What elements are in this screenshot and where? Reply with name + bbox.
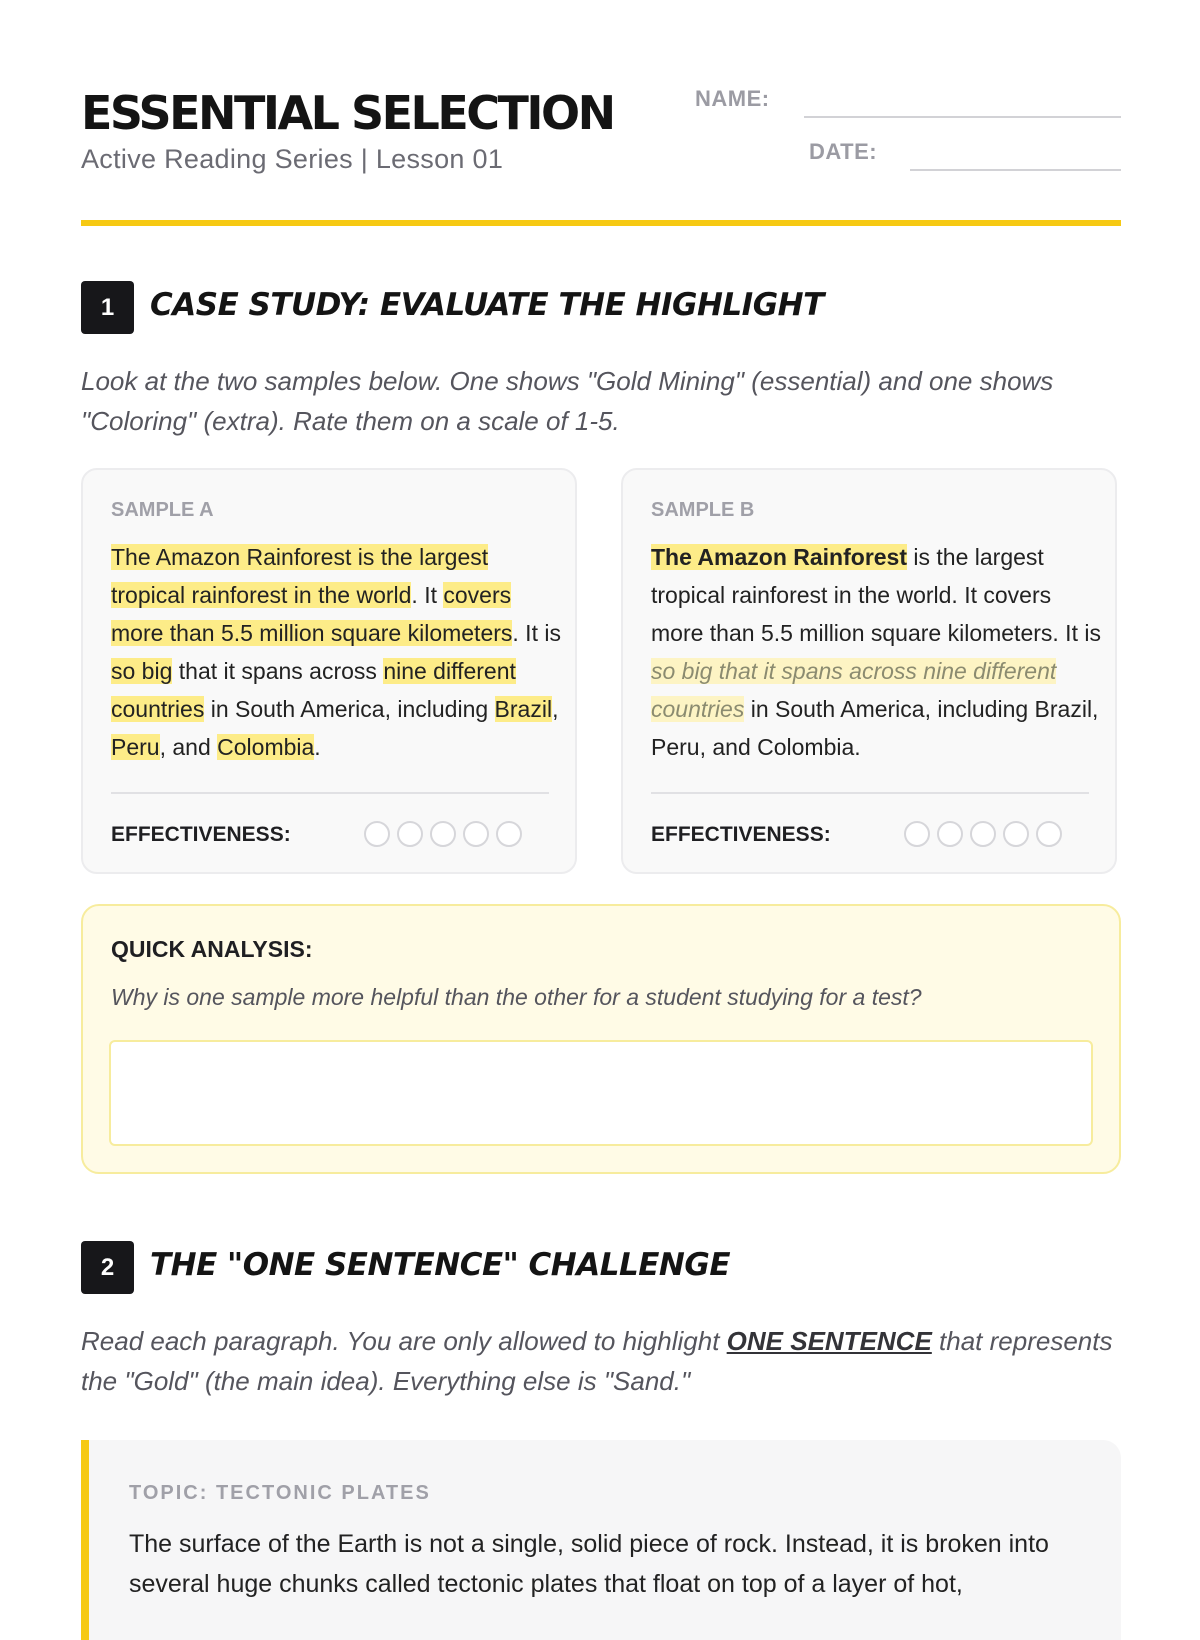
sample-b-effectiveness-label: EFFECTIVENESS: — [651, 823, 831, 846]
header-divider — [81, 220, 1121, 226]
rating-circle-3[interactable] — [430, 821, 456, 847]
rating-circle-1[interactable] — [364, 821, 390, 847]
rating-circle-4[interactable] — [463, 821, 489, 847]
rating-circle-5[interactable] — [496, 821, 522, 847]
card-divider — [111, 792, 549, 794]
text-run: that it spans across — [172, 658, 384, 684]
text-run: is the largest tropical rainforest in the world. It covers more than 5.5 million square kilometers. It is — [651, 544, 1101, 646]
highlight: Colombia — [217, 734, 315, 760]
sample-b-text — [651, 538, 1101, 766]
section-1-header — [81, 281, 1121, 335]
section-1-number: 1 — [81, 281, 134, 334]
section-2-number: 2 — [81, 1241, 134, 1294]
rating-circle-2[interactable] — [397, 821, 423, 847]
text-run: , and — [159, 734, 218, 760]
quick-analysis-box — [81, 904, 1121, 1174]
sample-a-text — [111, 538, 561, 766]
text-run: in South America, including — [204, 696, 495, 722]
text-run: that represents the "Gold" (the main idea). Everything else is "Sand." — [81, 1326, 1113, 1396]
section-2-header — [81, 1241, 1121, 1295]
highlight-faded: so big that it spans across nine different countries — [651, 658, 1057, 722]
highlight: Peru — [111, 734, 160, 760]
text-run: . It — [411, 582, 444, 608]
text-run: . — [314, 734, 321, 760]
section-1-instructions: Look at the two samples below. One shows "Gold Mining" (essential) and one shows "Coloring" (extra). Rate them on a scale of 1-5. — [81, 366, 1054, 436]
rating-circle-3[interactable] — [970, 821, 996, 847]
date-field[interactable] — [910, 169, 1121, 171]
card-divider — [651, 792, 1089, 794]
rating-circle-1[interactable] — [904, 821, 930, 847]
topic-paragraph[interactable]: The surface of the Earth is not a single, solid piece of rock. Instead, it is broken into several huge chunks called tectonic plates that float on top of a layer of hot, — [129, 1530, 1049, 1598]
sample-a-effectiveness-label: EFFECTIVENESS: — [111, 823, 291, 846]
highlight: covers more than 5.5 million square kilometers — [111, 582, 513, 646]
quick-analysis-answer-field[interactable] — [109, 1040, 1093, 1146]
worksheet-subtitle: Active Reading Series | Lesson 01 — [81, 144, 504, 174]
rating-circle-5[interactable] — [1036, 821, 1062, 847]
emphasis: ONE SENTENCE — [726, 1326, 932, 1356]
text-run: Read each paragraph. You are only allowed to highlight — [81, 1326, 727, 1356]
highlight: nine different countries — [111, 658, 516, 722]
date-label: DATE: — [809, 139, 878, 164]
sample-b-label: SAMPLE B — [651, 499, 755, 521]
section-1-title: CASE STUDY: EVALUATE THE HIGHLIGHT — [150, 287, 824, 323]
quick-analysis-label: QUICK ANALYSIS: — [111, 936, 313, 962]
sample-b-rating — [904, 821, 1062, 849]
text-run: , — [552, 696, 559, 722]
text-run: in South America, including Brazil, Peru, and Colombia. — [651, 696, 1099, 760]
sample-a-card — [81, 468, 577, 874]
name-label: NAME: — [695, 86, 770, 111]
quick-analysis-question: Why is one sample more helpful than the other for a student studying for a test? — [111, 984, 922, 1010]
highlight: so big — [111, 658, 173, 684]
highlight: The Amazon Rainforest — [651, 544, 908, 570]
name-field[interactable] — [804, 116, 1121, 118]
worksheet-title: ESSENTIAL SELECTION — [81, 86, 614, 140]
highlight: The Amazon Rainforest is the largest tropical rainforest in the world — [111, 544, 489, 608]
section-2-title: THE "ONE SENTENCE" CHALLENGE — [150, 1247, 730, 1283]
text-run: . It is — [512, 620, 561, 646]
topic-label: TOPIC: TECTONIC PLATES — [129, 1482, 431, 1504]
highlight: Brazil — [494, 696, 553, 722]
sample-a-rating — [364, 821, 522, 849]
worksheet-header — [81, 80, 1121, 230]
sample-a-label: SAMPLE A — [111, 499, 214, 521]
sample-b-card — [621, 468, 1117, 874]
rating-circle-4[interactable] — [1003, 821, 1029, 847]
section-2-instructions — [81, 1321, 1121, 1401]
topic-card-tectonic-plates — [81, 1440, 1121, 1640]
rating-circle-2[interactable] — [937, 821, 963, 847]
